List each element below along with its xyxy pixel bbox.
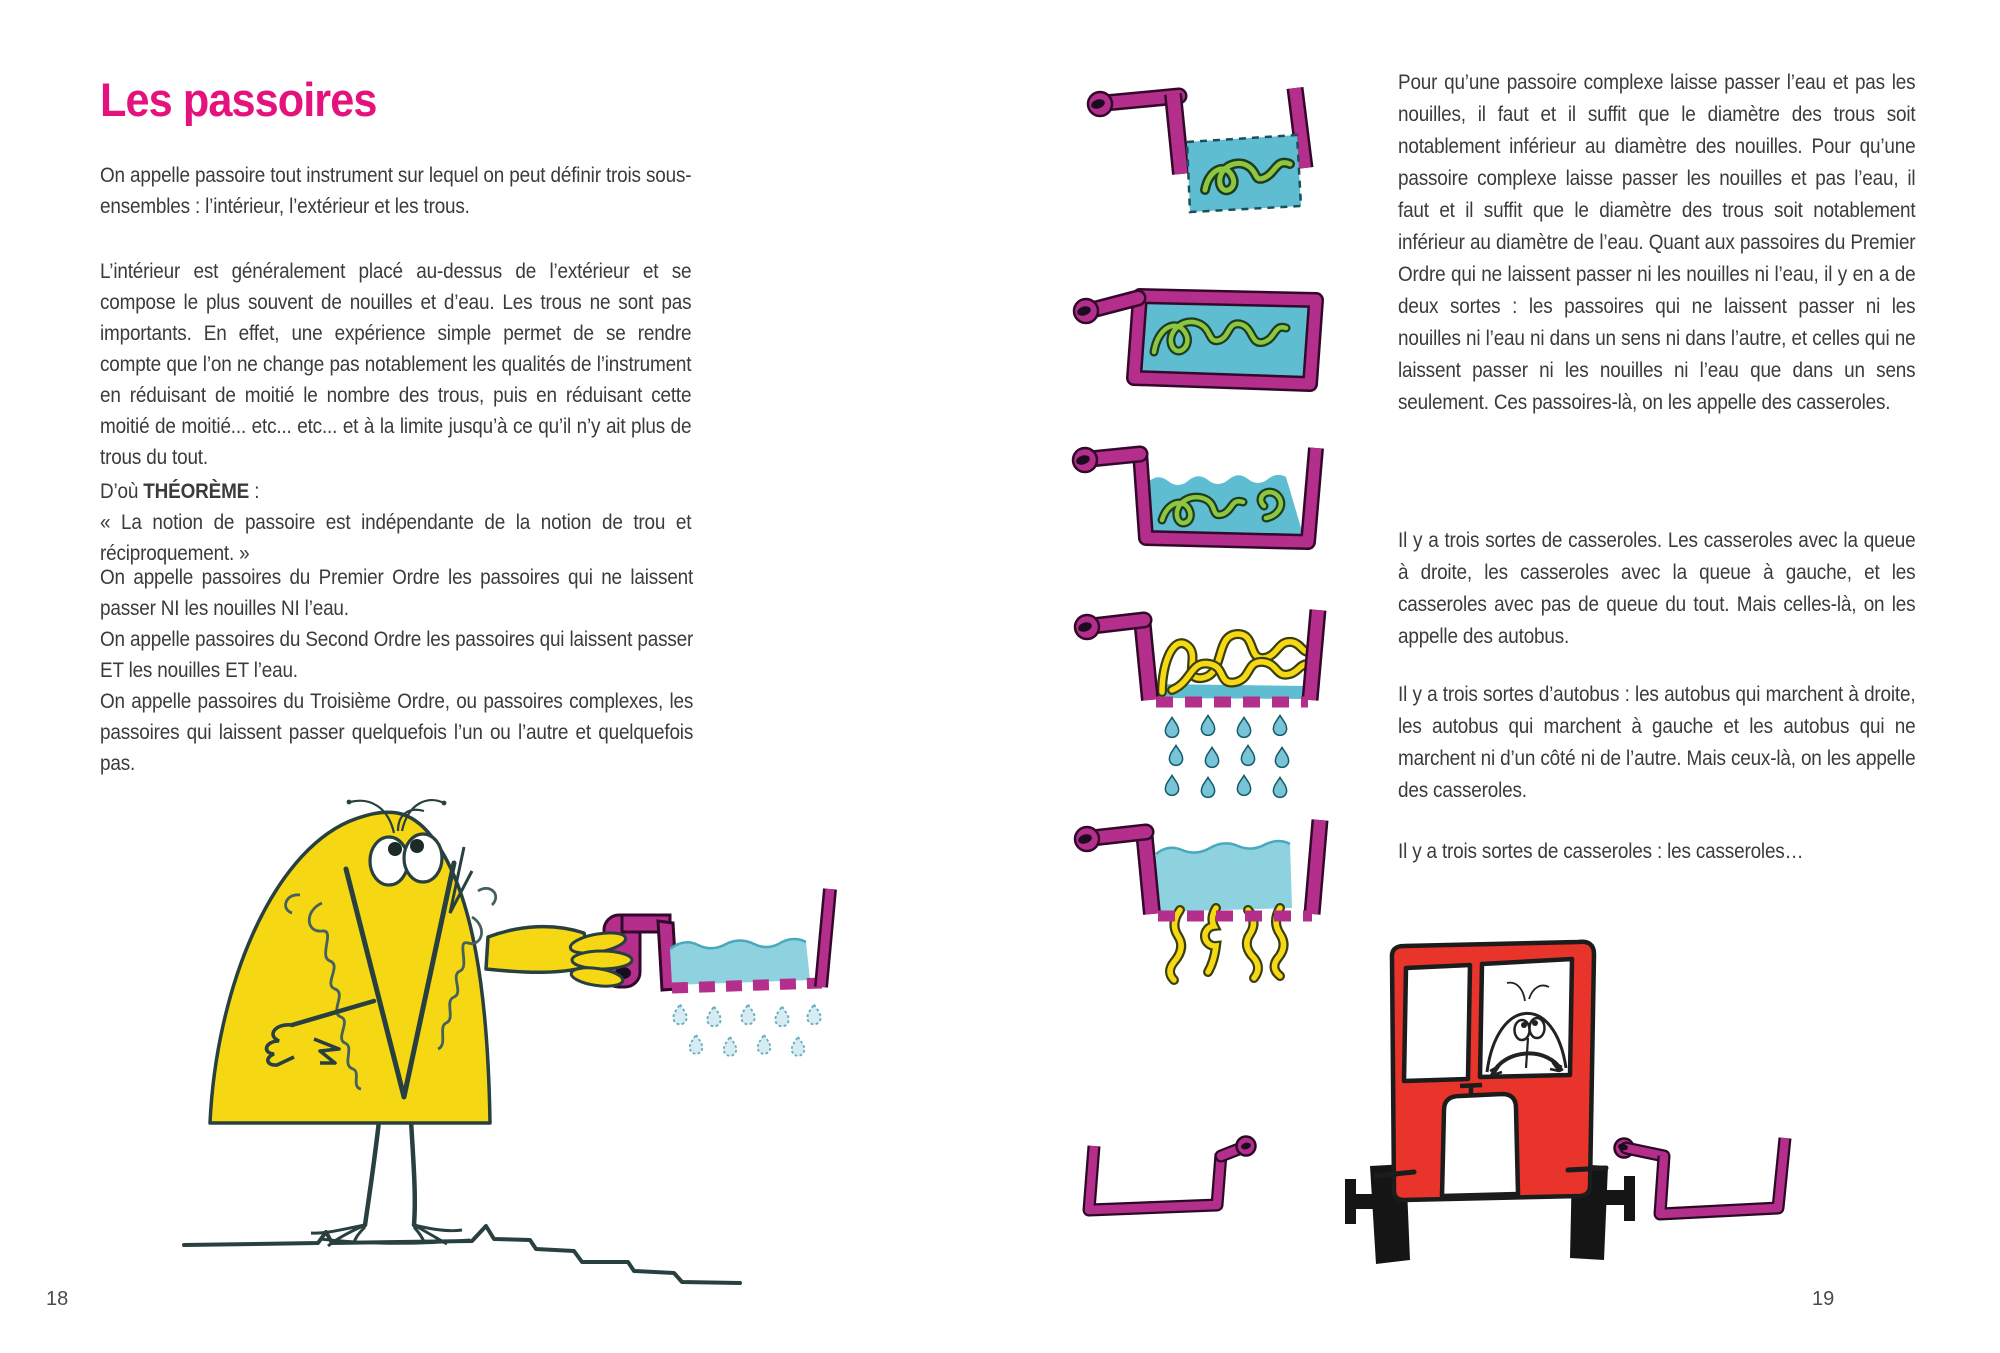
theoreme-quote: « La notion de passoire est indépendante de la notion de trou et réciproquement. » (100, 510, 692, 565)
theoreme-word: THÉORÈME (143, 479, 250, 503)
theoreme-colon: : (249, 479, 260, 503)
page-number-left: 18 (46, 1288, 69, 1310)
theoreme-intro: D’où (100, 479, 144, 503)
open-pan-illustration (1068, 438, 1330, 563)
paragraph-trois-sortes: Il y a trois sortes de casseroles : les casseroles… (1398, 839, 1804, 863)
colander-no-bottom-illustration (1075, 78, 1325, 228)
paragraph-interieur: L’intérieur est généralement placé au-dessus de l’extérieur et se compose le plus souvent de nouilles et d’eau. Les trous ne sont pas importants. En effet, une expérience simple permet de se rendre compte que l’on ne change pas notablement les qualités de l’instrument en réduisant de moitié le nombre des trous, puis en réduisant cette moitié de moitié... etc... etc... et à la limite jusqu’à ce qu’il n’y ait plus de trous du tout. (100, 259, 692, 469)
paragraph-theoreme (100, 476, 691, 569)
shadok-character-illustration (172, 785, 852, 1295)
page-title: Les passoires (100, 73, 377, 126)
page-number-right: 19 (1812, 1288, 1835, 1310)
paragraph-ordres: On appelle passoires du Premier Ordre les passoires qui ne laissent passer NI les nouilles NI l’eau. On appelle passoires du Second Ordre les passoires qui laissent passer ET les nouilles ET l’eau. On appelle passoires du Troisième Ordre, ou passoires complexes, les passoires qui laissent passer quelquefois l’un ou l’autre et quelquefois pas. (100, 565, 694, 775)
paragraph-definition: On appelle passoire tout instrument sur lequel on peut définir trois sous-ensembles : l’intérieur, l’extérieur et les trous. (100, 163, 692, 218)
paragraph-autobus: Il y a trois sortes d’autobus : les autobus qui marchent à droite, les autobus qui marchent à gauche et les autobus qui ne marchent ni d’un côté ni de l’autre. Mais ceux-là, on les appelle des casseroles. (1398, 682, 1916, 802)
paragraph-complexe: Pour qu’une passoire complexe laisse passer l’eau et pas les nouilles, il faut et il suffit que le diamètre des trous soit notablement inférieur au diamètre des nouilles. Pour qu’une passoire complexe laisse passer les nouilles et pas l’eau, il faut et il suffit que le diamètre des trous soit notablement inférieur au diamètre de l’eau. Quant aux passoires du Premier Ordre qui ne laissent passer ni les nouilles ni l’eau, il y en a de deux sortes : les passoires qui ne laissent passer ni les nouilles ni l’eau ni dans un sens ni dans l’autre, et celles qui ne laissent passer ni les nouilles ni l’eau que dans un sens seulement. Ces passoires-là, on les appelle des casseroles. (1398, 70, 1916, 414)
colander-water-drips-illustration (1068, 598, 1330, 803)
autobus-illustration (1340, 938, 1640, 1293)
casserole-queue-gauche-illustration (1612, 1132, 1792, 1237)
paragraph-casseroles: Il y a trois sortes de casseroles. Les casseroles avec la queue à droite, les casseroles avec la queue à gauche, et les casseroles avec pas de queue du tout. Mais celles-là, on les appelle des autobus. (1398, 528, 1916, 648)
casserole-queue-droite-illustration (1080, 1138, 1258, 1233)
colander-noodles-pass-illustration (1068, 806, 1330, 981)
closed-pan-illustration (1068, 280, 1330, 400)
